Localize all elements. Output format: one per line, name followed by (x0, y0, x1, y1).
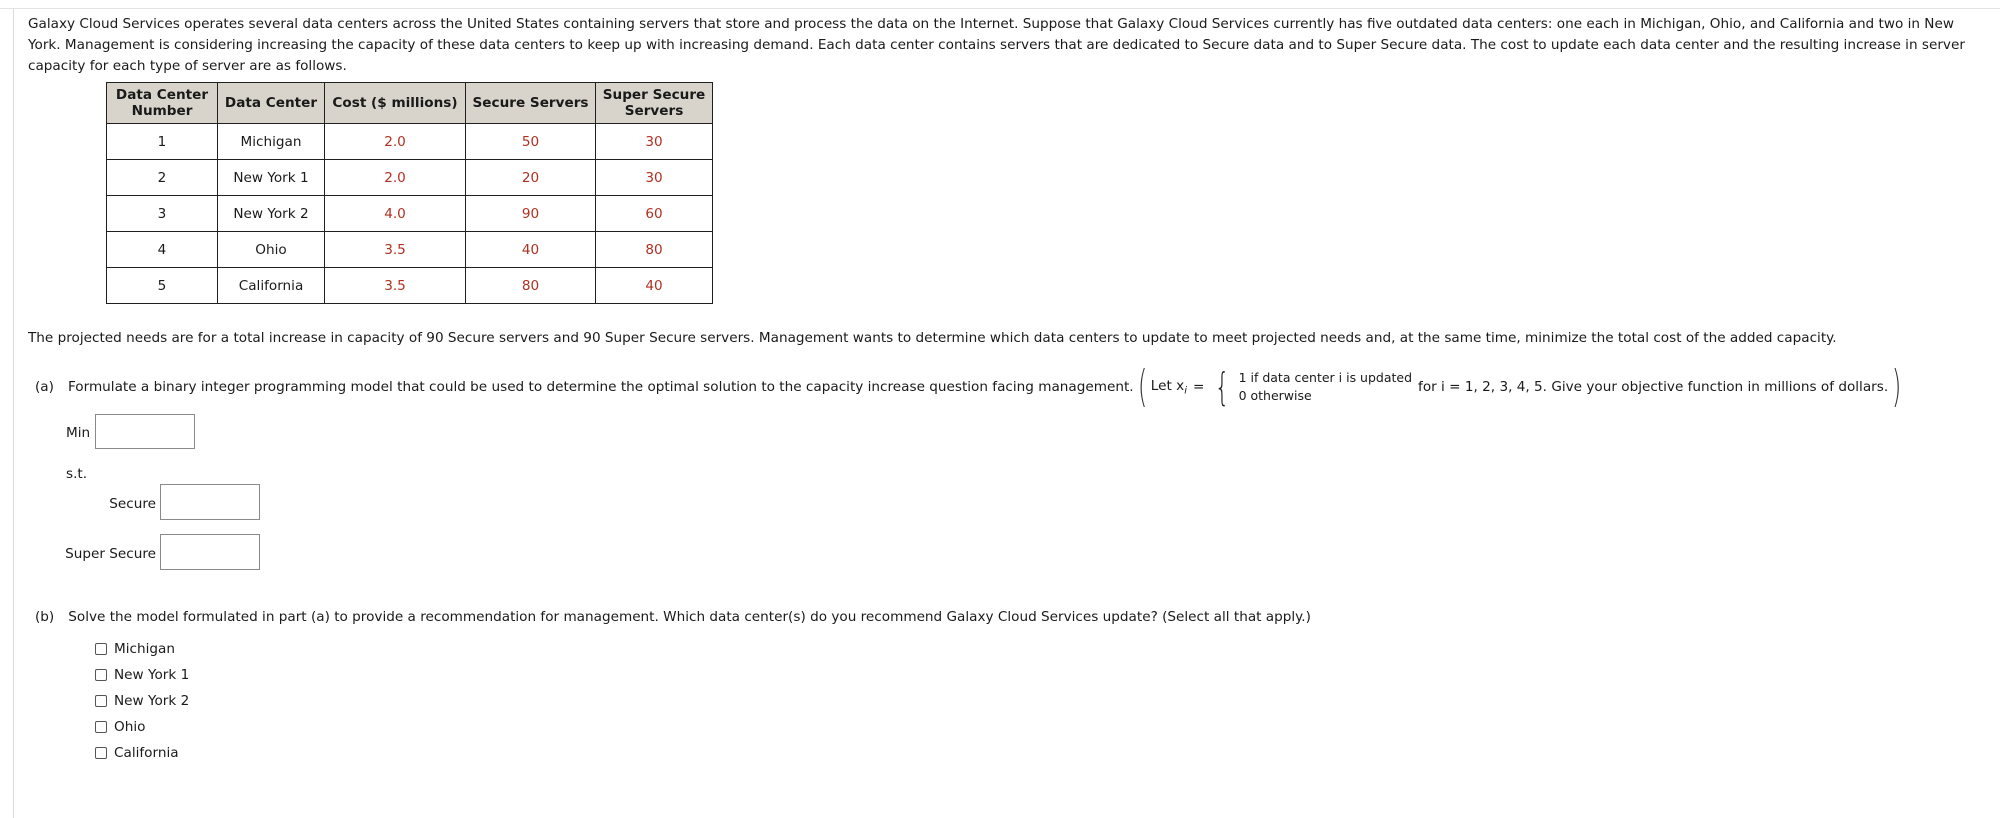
part-b-question (35, 609, 1311, 625)
choice-new-york-1[interactable] (95, 662, 189, 688)
table-row (107, 268, 713, 304)
case-updated: 1 if data center i is updated (1238, 370, 1413, 385)
data-center-choices (95, 636, 189, 766)
choice-label: Michigan (114, 641, 175, 657)
brace: { (1215, 365, 1230, 409)
cell-cost: 2.0 (325, 160, 466, 196)
super-secure-constraint-input[interactable] (160, 534, 260, 570)
equals-sign: = (1192, 379, 1205, 395)
left-border (13, 8, 14, 818)
st-label: s.t. (66, 466, 88, 482)
open-paren: ( (1137, 361, 1147, 412)
checkbox[interactable] (95, 747, 107, 759)
cell-center: New York 2 (218, 196, 325, 232)
part-a-label: (a) (35, 379, 54, 395)
min-label: Min (66, 425, 91, 441)
projected-needs-text: The projected needs are for a total increase in capacity of 90 Secure servers and 90 Super Secure servers. Management wants to determine which data centers to update to meet projected needs and, at the same time, minimize the total cost of the added capacity. (28, 330, 1837, 346)
cell-secure: 50 (466, 124, 596, 160)
choice-label: New York 1 (114, 667, 190, 683)
checkbox[interactable] (95, 669, 107, 681)
cell-secure: 20 (466, 160, 596, 196)
subscript-i: i (1184, 385, 1187, 397)
cell-super-secure: 80 (596, 232, 713, 268)
part-a-text: Formulate a binary integer programming model that could be used to determine the optimal solution to the capacity increase question facing management. (67, 379, 1134, 395)
case-otherwise: 0 otherwise (1238, 388, 1312, 403)
table-row (107, 232, 713, 268)
choice-label: New York 2 (114, 693, 190, 709)
objective-input[interactable] (95, 414, 195, 449)
header-super-secure: Super Secure Servers (596, 83, 713, 124)
top-border (0, 0, 2000, 9)
close-paren: ) (1892, 361, 1902, 412)
checkbox[interactable] (95, 695, 107, 707)
table-row (107, 160, 713, 196)
cell-number: 2 (107, 160, 218, 196)
cell-cost: 3.5 (325, 232, 466, 268)
cell-super-secure: 30 (596, 124, 713, 160)
header-number: Data Center Number (107, 83, 218, 124)
choice-michigan[interactable] (95, 636, 189, 662)
checkbox[interactable] (95, 721, 107, 733)
choice-ohio[interactable] (95, 714, 189, 740)
cell-secure: 80 (466, 268, 596, 304)
cell-cost: 3.5 (325, 268, 466, 304)
cell-super-secure: 40 (596, 268, 713, 304)
cell-secure: 90 (466, 196, 596, 232)
table-row (107, 196, 713, 232)
cell-cost: 4.0 (325, 196, 466, 232)
cell-center: California (218, 268, 325, 304)
secure-constraint-label: Secure (109, 496, 156, 512)
checkbox[interactable] (95, 643, 107, 655)
cell-number: 1 (107, 124, 218, 160)
let-x: Let $x_i$ (1150, 377, 1187, 397)
cell-center: Ohio (218, 232, 325, 268)
super-secure-constraint-label: Super Secure (65, 546, 156, 562)
cell-number: 3 (107, 196, 218, 232)
problem-intro: Galaxy Cloud Services operates several data centers across the United States containing servers that store and process the data on the Internet. Suppose that Galaxy Cloud Services currently has five outdated data centers: one each in Michigan, Ohio, and California and two in New York. Management is considering increasing the capacity of these data centers to keep up with increasing demand. Each data center contains servers that are dedicated to Secure data and to Super Secure data. The cost to update each data center and the resulting increase in server capacity for each type of server are as follows. (28, 16, 1965, 74)
part-a-question (35, 361, 1902, 412)
choice-label: California (114, 745, 179, 761)
header-data-center: Data Center (218, 83, 325, 124)
part-b-label: (b) (35, 609, 55, 625)
table-row (107, 124, 713, 160)
cell-center: Michigan (218, 124, 325, 160)
cell-number: 5 (107, 268, 218, 304)
cell-number: 4 (107, 232, 218, 268)
cell-cost: 2.0 (325, 124, 466, 160)
cell-secure: 40 (466, 232, 596, 268)
index-range-text: for i = 1, 2, 3, 4, 5. Give your objective function in millions of dollars. (1418, 379, 1889, 395)
header-secure: Secure Servers (466, 83, 596, 124)
choice-new-york-2[interactable] (95, 688, 189, 714)
choice-label: Ohio (114, 719, 146, 735)
cell-super-secure: 60 (596, 196, 713, 232)
cell-center: New York 1 (218, 160, 325, 196)
data-center-table (106, 82, 713, 304)
cell-super-secure: 30 (596, 160, 713, 196)
part-b-text: Solve the model formulated in part (a) to provide a recommendation for management. Which data center(s) do you recommend Galaxy Cloud Services update? (Select all that apply.) (68, 609, 1311, 625)
header-cost: Cost ($ millions) (325, 83, 466, 124)
choice-california[interactable] (95, 740, 189, 766)
piecewise-definition (1239, 369, 1412, 405)
secure-constraint-input[interactable] (160, 484, 260, 520)
